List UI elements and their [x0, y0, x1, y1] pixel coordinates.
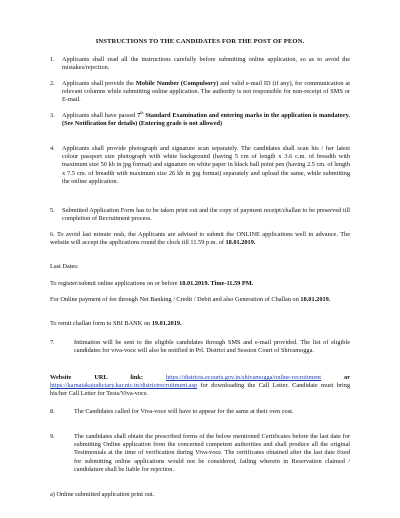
- superscript-text: th: [140, 109, 144, 115]
- date-register: [50, 280, 350, 288]
- instruction-item-1: [50, 56, 350, 72]
- item-text: [50, 80, 350, 105]
- item-number: 4.: [50, 145, 55, 152]
- text-run: [143, 374, 166, 381]
- bold-text: 18.01.2019.: [300, 296, 331, 303]
- text-run: Applicants shall read all the instructions carefully before submitting online application, so as to avoid the mistakes/rejection.: [62, 56, 350, 72]
- item-number: 2.: [50, 80, 55, 87]
- item-text: [50, 408, 350, 416]
- url-link[interactable]: https://districts.ecourts.gov.in/shivamogga/online-recruitment: [165, 374, 322, 381]
- item-number: 9.: [50, 433, 55, 440]
- instruction-item-2: [50, 80, 350, 105]
- text-run: Applicants shall have passed: [62, 112, 138, 119]
- text-run: and valid e-mail ID (if any), for communication at relevant columns while submitting online application. The authority is not responsible for non-receipt of SMS or E-mail.: [62, 80, 351, 104]
- item-number: 7.: [50, 339, 55, 346]
- text-run: Applicants shall provide the: [62, 80, 136, 87]
- item-number: 1.: [50, 56, 55, 63]
- text-run: Submitted Application Form has to be taken print out and the copy of payment receipt/challan to be preserved till completion of Recruitment process.: [62, 207, 350, 223]
- item-text: [50, 145, 350, 186]
- date-payment: [50, 296, 350, 304]
- bold-text: or: [344, 374, 351, 381]
- bold-text: Website URL link:: [50, 374, 143, 381]
- bold-text: 18.01.2019.: [225, 239, 256, 247]
- item-number: 3.: [50, 112, 55, 119]
- document-title: INSTRUCTIONS TO THE CANDIDATES FOR THE POST OF PEON.: [95, 38, 305, 45]
- bold-text: 7: [137, 112, 141, 119]
- instruction-item-4: [50, 145, 350, 186]
- item-text: [50, 207, 350, 223]
- text-run: The Candidates called for Viva-voce will have to appear for the same at their own cost.: [74, 408, 294, 415]
- website-links: [50, 374, 350, 399]
- text-run: The candidates shall obtain the prescribed forms of the below mentioned Certificates before the last date for submitting Online application from the concerned competent authorities and shall produce all the original Testimonials at the time of verification during Viva-voce. The certificates obtained after the last date fixed for submitting online applications would not be considered, failing wherein in Reservation claimed / candidature shall be liable for rejection.: [74, 433, 350, 473]
- item-text: [50, 433, 350, 474]
- bold-text: Mobile Number (Compulsory): [135, 80, 219, 87]
- text-run: To register/submit online applications on or before: [50, 280, 180, 287]
- bold-text: Standard Examination and entering marks in the application is mandatory. (See Notification for details) (Entering grade is not allowed): [62, 112, 351, 128]
- bold-text: 19.01.2019.: [151, 320, 182, 327]
- instruction-item-6: [50, 231, 350, 247]
- text-run: for downloading the Call Letter. Candidate must bring his/her Call Letter for Tests/Viva-voce.: [50, 382, 350, 398]
- last-dates-label: Last Dates:: [50, 263, 79, 270]
- instruction-item-7: [50, 339, 350, 355]
- text-run: Intimation will be sent to the eligible candidates through SMS and e-mail provided. The list of eligible candidates for viva-voce will also be notified in Prl. District and Session Court of Shivamogga.: [74, 339, 350, 355]
- text-run: For Online payment of fee through Net Banking / Credit / Debit and also Generation of Challan on: [50, 296, 301, 303]
- bold-text: 18.01.2019. Time-11.59 PM.: [179, 280, 254, 287]
- text-run: To remit challan form to SBI BANK on: [50, 320, 152, 327]
- url-link[interactable]: https://karnatakajudiciary.kar.nic.in/districtrecruitment.asp: [50, 382, 198, 390]
- instruction-item-8: [50, 408, 350, 416]
- instruction-item-9: [50, 433, 350, 474]
- instruction-item-5: [50, 207, 350, 223]
- item-text: [50, 339, 350, 355]
- item-number: 8.: [50, 408, 55, 415]
- item-number: 5.: [50, 207, 55, 214]
- date-challan: [50, 320, 350, 328]
- item-text: [50, 56, 350, 72]
- instruction-item-3: [50, 109, 351, 128]
- sub-item-a: a) Online submitted application print out.: [50, 491, 155, 498]
- text-run: 6. To avoid last minute rush, the Applicants are advised to submit the ONLINE applications well in advance. The website will accept the applications round the clock till 11.59 p.m. of: [50, 231, 350, 247]
- text-run: [321, 374, 344, 381]
- item-text: [50, 109, 351, 128]
- text-run: Applicants shall provide photograph and signature scan separately. The candidates shall scan his / her latest colour passport size photograph with white background (having 5 cm of length x 3.6 c.m. of breadth with maximum size 50 kb in jpg format) and signature on white paper in black ball point pen (having 2.5 cm. of length x 7.5 cm. of breadth with maximum size 26 kb in jpg format) separately and upload the same, while submitting the online application.: [62, 145, 350, 185]
